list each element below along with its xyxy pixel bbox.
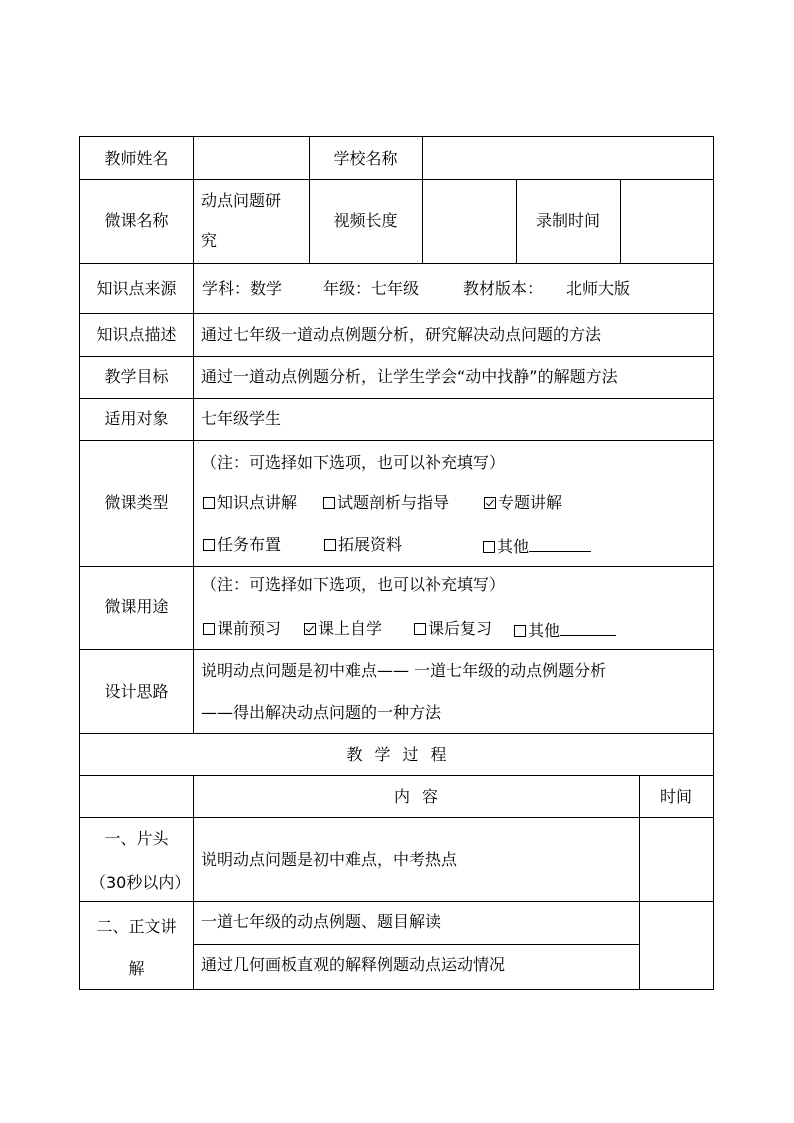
teacher-name-label: 教师姓名 [104,149,169,168]
step-1-label-line2: （30秒以内） [90,873,191,892]
checkbox-icon[interactable] [203,497,215,509]
checkbox-icon[interactable] [203,623,215,635]
checkbox-icon[interactable] [514,625,526,637]
audience-value: 七年级学生 [201,409,282,428]
other-fill-blank[interactable] [529,535,591,552]
type-option-knowledge[interactable]: 知识点讲解 [203,493,297,513]
step-2-label-line1: 二、正文讲 [96,917,177,936]
checkbox-icon[interactable] [323,497,335,509]
usage-note: （注：可选择如下选项，也可以补充填写） [201,575,506,594]
step-1-label-line1: 一、片头 [104,829,169,848]
type-option-other[interactable]: 其他 [483,535,591,557]
source-edition-label: 教材版本： [463,279,544,298]
usage-option-review[interactable]: 课后复习 [414,619,492,639]
usage-option-preview[interactable]: 课前预习 [203,619,281,639]
usage-option-other[interactable]: 其他 [514,619,616,641]
checkbox-checked-icon[interactable] [484,497,496,509]
record-time-label: 录制时间 [535,211,600,230]
checkbox-icon[interactable] [414,623,426,635]
checkbox-icon[interactable] [324,539,336,551]
source-label: 知识点来源 [96,279,177,298]
design-line1: 说明动点问题是初中难点—— 一道七年级的动点例题分析 [201,661,607,680]
audience-label: 适用对象 [104,409,169,428]
usage-label: 微课用途 [104,597,169,616]
time-header: 时间 [659,787,692,806]
content-header: 内容 [393,787,450,806]
checkbox-checked-icon[interactable] [304,623,316,635]
video-length-label: 视频长度 [333,211,398,230]
step-1-content: 说明动点问题是初中难点，中考热点 [201,850,458,869]
type-option-extension[interactable]: 拓展资料 [324,535,402,555]
course-name-line1: 动点问题研 [201,191,282,210]
type-label: 微课类型 [104,493,169,512]
usage-option-self-study[interactable]: 课上自学 [304,619,382,639]
description-value: 通过七年级一道动点例题分析，研究解决动点问题的方法 [201,325,602,344]
source-edition-value: 北师大版 [566,279,631,298]
step-2-content-1: 一道七年级的动点例题、题目解读 [201,912,442,931]
school-name-label: 学校名称 [333,149,398,168]
process-title: 教学过程 [346,745,459,764]
step-2-content-2: 通过几何画板直观的解释例题动点运动情况 [201,955,506,974]
course-name-label: 微课名称 [104,211,169,230]
source-subject: 学科：数学 [202,279,283,298]
course-name-line2: 究 [201,231,218,250]
lesson-plan-table [79,136,714,990]
design-label: 设计思路 [104,682,169,701]
type-option-exam-analysis[interactable]: 试题剖析与指导 [323,493,449,513]
description-label: 知识点描述 [96,325,177,344]
checkbox-icon[interactable] [203,539,215,551]
source-grade: 年级：七年级 [323,279,420,298]
type-option-assignment[interactable]: 任务布置 [203,535,281,555]
type-note: （注：可选择如下选项，也可以补充填写） [201,453,506,472]
type-option-topic-lecture[interactable]: 专题讲解 [484,493,562,513]
goal-label: 教学目标 [104,367,169,386]
design-line2: ——得出解决动点问题的一种方法 [201,703,442,722]
goal-value: 通过一道动点例题分析，让学生学会“动中找静”的解题方法 [201,367,618,386]
step-2-label-line2: 解 [128,959,145,978]
checkbox-icon[interactable] [483,541,495,553]
other-fill-blank[interactable] [560,619,616,636]
